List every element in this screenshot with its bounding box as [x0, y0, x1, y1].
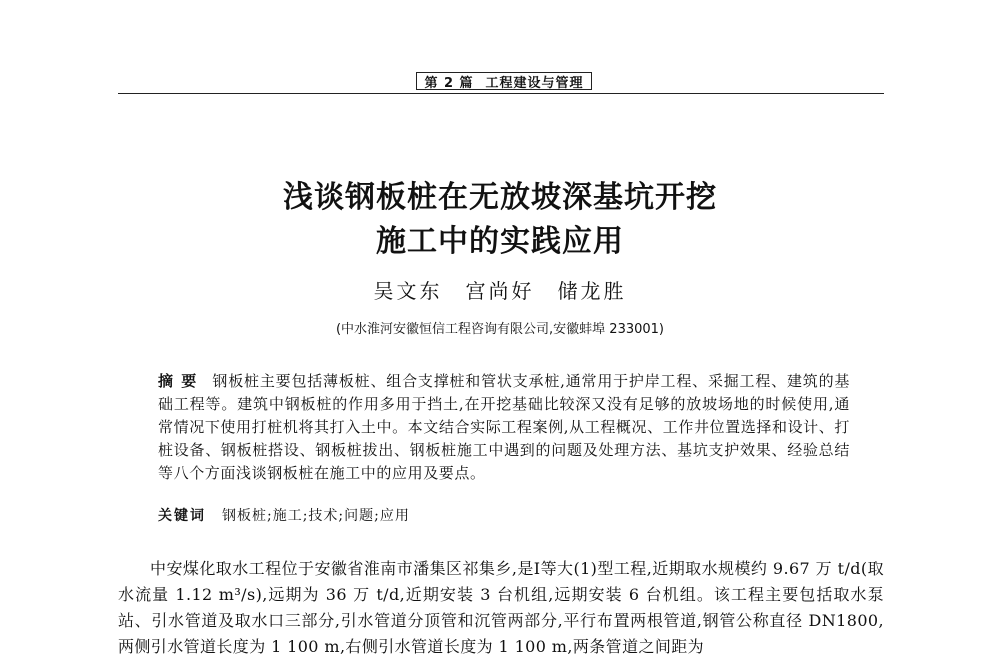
- abstract: [158, 370, 850, 485]
- abstract-label: 摘要: [158, 372, 205, 390]
- part-number: 第 2 篇: [424, 75, 474, 91]
- body-paragraph: 中安煤化取水工程位于安徽省淮南市潘集区祁集乡,是Ⅰ等大(1)型工程,近期取水规模约 9.67 万 t/d(取水流量 1.12 m³/s),远期为 36 万 t/d,近期安装 3 台机组,远期安装 6 台机组。该工程主要包括取水泵站、引水管道及取水口三部分,引水管道分顶管和沉管两部分,平行布置两根管道,钢管公称直径 DN1800,两侧引水管道长度为 1 100 m,右侧引水管道长度为 1 100 m,两条管道之间距为: [118, 559, 884, 656]
- authors: 吴文东 宫尚好 储龙胜: [373, 279, 627, 303]
- keywords: [158, 505, 850, 525]
- affiliation: (中水淮河安徽恒信工程咨询有限公司,安徽蚌埠 233001): [335, 322, 665, 337]
- section-name: 工程建设与管理: [485, 75, 584, 91]
- header-rule: [118, 93, 884, 94]
- abstract-text: 钢板桩主要包括薄板桩、组合支撑桩和管状支承桩,通常用于护岸工程、采掘工程、建筑的基础工程等。建筑中钢板桩的作用多用于挡土,在开挖基础比较深又没有足够的放坡场地的时候使用,通常情况下使用打桩机将其打入土中。本文结合实际工程案例,从工程概况、工作井位置选择和设计、打桩设备、钢板桩搭设、钢板桩拔出、钢板桩施工中遇到的问题及处理方法、基坑支护效果、经验总结等八个方面浅谈钢板桩在施工中的应用及要点。: [158, 372, 850, 482]
- keywords-label: 关键词: [158, 508, 206, 524]
- article-title-line-2: 施工中的实践应用: [376, 224, 624, 259]
- keywords-text: 钢板桩;施工;技术;问题;应用: [222, 508, 410, 524]
- section-header-box: [416, 72, 592, 90]
- article-title-line-1: 浅谈钢板桩在无放坡深基坑开挖: [283, 180, 717, 215]
